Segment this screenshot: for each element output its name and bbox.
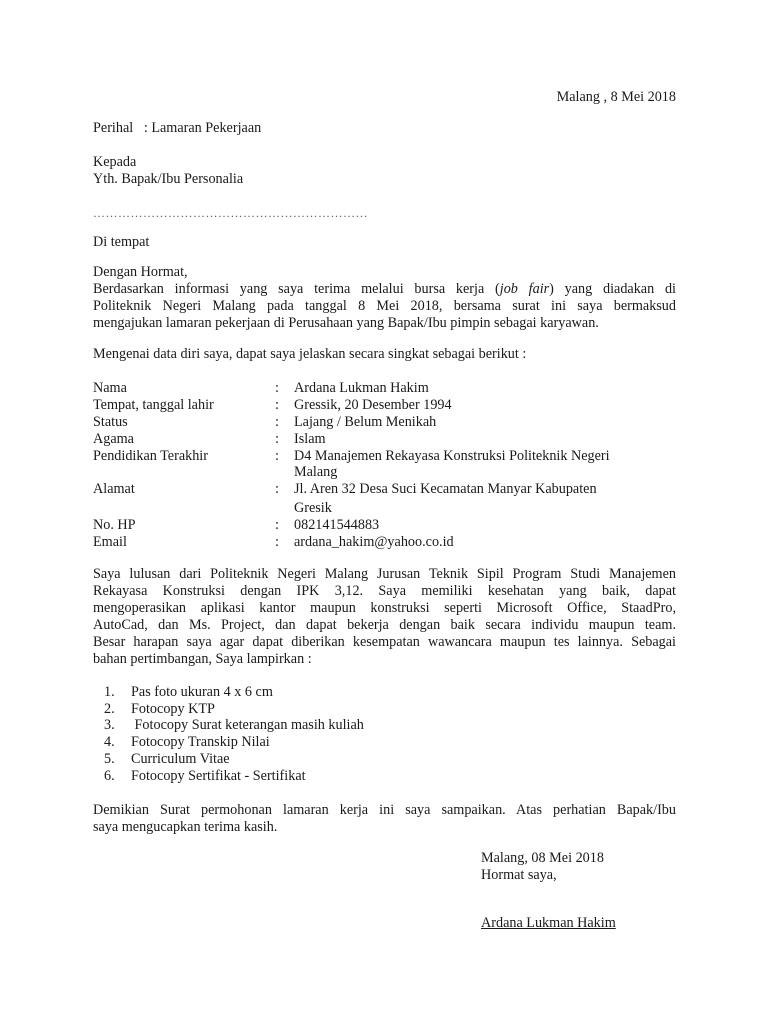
body-line: bahan pertimbangan, Saya lampirkan : [93,651,312,667]
signature-date: Malang, 08 Mei 2018 [481,850,604,866]
kepada-label: Kepada [93,154,137,170]
closing-paragraph [93,802,676,836]
di-tempat: Di tempat [93,234,150,250]
bio-row-address-cont: Gresik [294,500,332,516]
list-item: 3. Fotocopy Surat keterangan masih kuliah [104,717,364,733]
job-fair-italic: job fair [499,281,550,297]
bio-row-status: Status : Lajang / Belum Menikah [93,414,437,430]
letter-page [93,0,676,1024]
opening-paragraph [93,281,676,332]
body-line: AutoCad, dan Ms. Project, dan dapat bekerja dengan baik secara individu maupun team. [93,617,676,633]
opening-line: Politeknik Negeri Malang pada tanggal 8 Mei 2018, bersama surat ini saya bermaksud [93,298,676,314]
bio-row-birth: Tempat, tanggal lahir : Gressik, 20 Desember 1994 [93,397,452,413]
subject-label: Perihal [93,120,134,136]
salutation: Dengan Hormat, [93,264,188,280]
bio-intro: Mengenai data diri saya, dapat saya jelaskan secara singkat sebagai berikut : [93,346,527,362]
body-paragraph [93,566,676,668]
subject-value: : Lamaran Pekerjaan [143,120,262,136]
bio-row-education-cont: Malang [294,464,338,480]
opening-line: mengajukan lamaran pekerjaan di Perusahaan yang Bapak/Ibu pimpin sebagai karyawan. [93,315,599,331]
bio-row-phone: No. HP : 082141544883 [93,517,380,533]
subject-line [93,120,261,137]
bio-row-address: Alamat : Jl. Aren 32 Desa Suci Kecamatan Manyar Kabupaten [93,481,597,497]
bio-row-email: Email : ardana_hakim@yahoo.co.id [93,534,454,550]
closing-line: saya mengucapkan terima kasih. [93,819,278,835]
list-item: 6. Fotocopy Sertifikat - Sertifikat [104,768,306,784]
signature-name: Ardana Lukman Hakim [481,915,616,931]
address-placeholder-dots: ………………………………………………………… [93,206,368,220]
list-item: 5. Curriculum Vitae [104,751,230,767]
body-line: Saya lulusan dari Politeknik Negeri Malang Jurusan Teknik Sipil Program Studi Manajemen [93,566,676,582]
body-line: Rekayasa Konstruksi dengan IPK 3,12. Saya memiliki kesehatan yang baik, dapat [93,583,676,599]
bio-row-education: Pendidikan Terakhir : D4 Manajemen Rekayasa Konstruksi Politeknik Negeri [93,448,610,464]
body-line: mengoperasikan aplikasi kantor maupun konstruksi seperti Microsoft Office, StaadPro, [93,600,676,616]
signature-regards: Hormat saya, [481,867,557,883]
recipient: Yth. Bapak/Ibu Personalia [93,171,244,187]
letter-date: Malang , 8 Mei 2018 [556,89,676,105]
bio-row-religion: Agama : Islam [93,431,326,447]
closing-line: Demikian Surat permohonan lamaran kerja ini saya sampaikan. Atas perhatian Bapak/Ibu [93,802,676,818]
list-item: 2. Fotocopy KTP [104,701,215,717]
body-line: Besar harapan saya agar dapat diberikan kesempatan wawancara maupun tes lainnya. Sebagai [93,634,676,650]
list-item: 1. Pas foto ukuran 4 x 6 cm [104,684,273,700]
opening-line: Berdasarkan informasi yang saya terima melalui bursa kerja (job fair) yang diadakan di [93,281,676,297]
bio-row-name: Nama : Ardana Lukman Hakim [93,380,429,396]
list-item: 4. Fotocopy Transkip Nilai [104,734,270,750]
